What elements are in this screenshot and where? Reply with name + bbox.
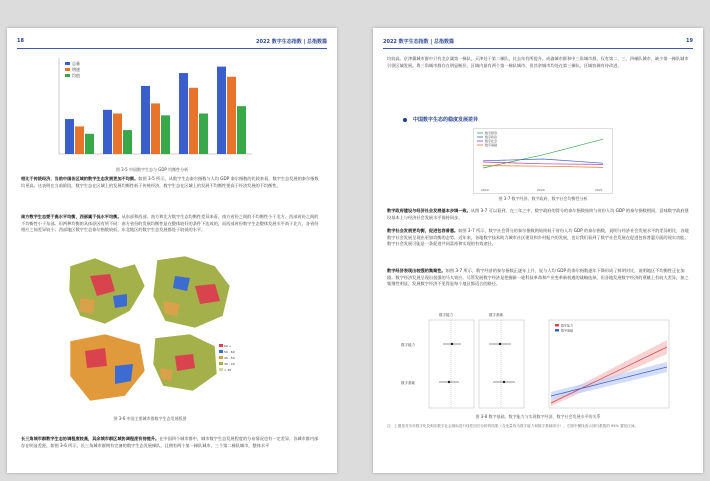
bar-1-4 — [227, 77, 236, 154]
regression-caption: 图 3-8 数字基础、数字能力与实现数字经济、数字社会发展水平的关系 — [475, 414, 601, 419]
bar-1-1 — [113, 114, 122, 154]
right-header — [383, 36, 693, 49]
left-page — [7, 28, 337, 473]
coef-title-2: 数字基础 — [489, 313, 503, 317]
bar-2-3 — [199, 114, 208, 154]
bar-1-3 — [189, 88, 198, 154]
bar-chart-caption: 图 3-5 中国数字生态与 GDP 均衡性分析 — [115, 167, 189, 172]
left-paragraph-1: 相比于传统经济，当前中国各区域的数字生态发展更加不均衡。如图 3-5 所示，从数字生态泰尔指数与人均 GDP 泰尔指数的比较来看，数字生态发展的泰尔指数均更高。这表明在当前阶段，数字生态在区域上的发展均衡性低于传统经济，数字生态在区域上的发展不均衡性要高于经济发展的不均衡性。 — [21, 176, 319, 188]
row-label-1: 数字能力 — [401, 343, 415, 347]
line-chart — [473, 128, 613, 194]
bar-0-1 — [103, 110, 112, 154]
right-header-title: 2022 数字生态指数 | 总指数篇 — [383, 39, 454, 45]
map-pearl-delta — [153, 334, 217, 391]
map-caption: 图 3-6 中国主要城市群数字生态发展版图 — [113, 416, 187, 421]
bar-0-4 — [217, 67, 226, 154]
bar-0-0 — [65, 119, 74, 154]
left-page-number: 18 — [17, 38, 24, 44]
bar-1-0 — [75, 126, 84, 154]
right-page — [373, 28, 703, 473]
coef-panel — [401, 312, 524, 408]
x-tick-3: 2021 — [595, 188, 603, 192]
legend-label-1: 总量 — [72, 61, 80, 66]
row-label-2: 数字基础 — [401, 381, 415, 385]
x-tick-2: 2020 — [537, 188, 545, 192]
right-page-number: 19 — [686, 38, 693, 44]
right-intro: 均较高。京津冀城市群中只有北京属第一梯队，天津处于第二梯队，比去年有所提升。成渝城市群和中三角城市群，仅有第二、三、四梯队城市，缺少第一梯队城市引领区域发展。粤三角城市群存在明显断层，区域内最有两个第一梯队城市，但其余城市均处在第三梯队，区域协调有待改进。 — [387, 56, 689, 68]
map-legend-2: 50 - 60 — [224, 350, 235, 354]
right-paragraph-2: 数字社会发展更均衡，促进包容普惠。如图 3-7 所示，数字社会得分的泰尔指数则始终低于省份人均 GDP 的泰尔指数，说明与经济社会发展水平的差异相比，各地数字社会发展呈现出更加均衡的态势。近年来，各地数字技术助力城市社区建设和乡村振兴的发展，也让我们看到了数字社会发展在促进包容普惠方面的现实功能。数字社会发展可能是一条促进共同富裕和实现的有效途径。 — [387, 228, 689, 247]
fit-panel — [549, 320, 669, 408]
line-legend-2: 数字政府 — [485, 135, 498, 140]
line-chart-caption: 图 3-7 数字经济、数字政府、数字社会均衡性分析 — [498, 196, 588, 201]
left-header-title: 2022 数字生态指数 | 总指数篇 — [256, 39, 327, 45]
map-chengyu — [70, 334, 145, 401]
bar-legend — [65, 60, 80, 78]
city-cluster-maps — [65, 256, 235, 414]
bar-1-2 — [151, 103, 160, 154]
bar-0-3 — [179, 73, 188, 154]
bar-2-0 — [85, 134, 94, 154]
regression-chart — [399, 310, 679, 410]
bar-2-4 — [237, 106, 246, 154]
map-yangtze-delta — [153, 256, 230, 328]
footnote: 注：上图是对历年数字化及相应数字社会指标进行线性回归分析的结果（含变量均为数字能力和数字基础得分），左图中横线表示回归系数的 95% 置信区间。 — [387, 424, 639, 428]
right-paragraph-3: 数字经济表现出较强的集聚性。如图 3-7 所示，数字经济的泰尔指数正逐年上升，说与人均 GDP 的泰尔指数逐年下降形成了鲜明对比，说明地区不均衡性正在加剧。数字经济发展呈现出很强的马太效应。尽管发展数字经济是把握新一轮科技革命和产业变革新机遇的战略选择，但各地发展数字经济的禀赋上有较大差异，加之集聚性明显，发展数字经济不见得是每个地区都适合的路径。 — [387, 268, 689, 287]
bar-2-1 — [123, 130, 132, 154]
map-legend-5: < 30 — [224, 368, 232, 372]
left-header — [17, 36, 327, 49]
left-paragraph-2: 南方数字生态要于高水平均衡，西部属于低水平均衡。从东部和西部、南方和北方数字生态均衡性差异来看，南方省份之间的不均衡性小于北方，西部省份之间的不均衡性小于东部。但两种均衡的具体原因有所不同：南方省份的发展均衡性是在整体较好的条件下达成的，而西部省份数字生态整体发展水平尚于北方，各省份相应之间差异较小；西部地区数字生态泰尔指数较低，东北地区的数字生态发展都处于较低的水平。 — [21, 214, 319, 233]
section-bullet-icon — [403, 118, 407, 122]
line-legend-1: 数字经济 — [485, 131, 498, 136]
legend-label-2: 增速 — [72, 67, 80, 72]
legend-label-3: 均值 — [72, 73, 80, 78]
right-paragraph-1: 数字政府建设与经济社会发展基本步调一致。从图 3-7 可以看到，在三年之中，数字政府的得分的泰尔指数始终与省份人均 GDP 的泰尔指数相同，意味数字政府建设基本上与经济社会发展水平保持同步。 — [387, 208, 689, 220]
bar-chart — [47, 54, 257, 164]
map-legend-1: 60 + — [224, 344, 232, 348]
section-title: 中国数字生态的稳度发展差异 — [403, 116, 478, 123]
fit-legend-2: 数字基础 — [561, 328, 574, 333]
map-jingjinji — [69, 258, 145, 324]
left-paragraph-3: 长三角城市群数字生态协调程度较高，其余城市群区域协调程度有待提升。在中国四个城市群中，城市数字生态发展程度的分布情况也有一定差异，各城市群内部存在明显差距。如图 3-6 所示，长三角城市群拥有完备的数字生态发展梯队，且拥有两个第一梯队城市，三个第二梯队城市，整体水平 — [21, 436, 319, 448]
line-legend-3: 数字社会 — [485, 139, 498, 144]
coef-title-1: 数字能力 — [439, 313, 453, 317]
map-legend-4: 30 - 40 — [224, 362, 235, 366]
x-tick-1: 2019 — [481, 188, 489, 192]
bar-0-2 — [141, 86, 150, 154]
line-legend-4: 数字基础 — [485, 143, 498, 148]
bar-2-2 — [161, 115, 170, 154]
map-legend-3: 40 - 50 — [224, 356, 235, 360]
fit-legend-1: 数字能力 — [561, 323, 574, 328]
map-legend — [219, 344, 235, 372]
